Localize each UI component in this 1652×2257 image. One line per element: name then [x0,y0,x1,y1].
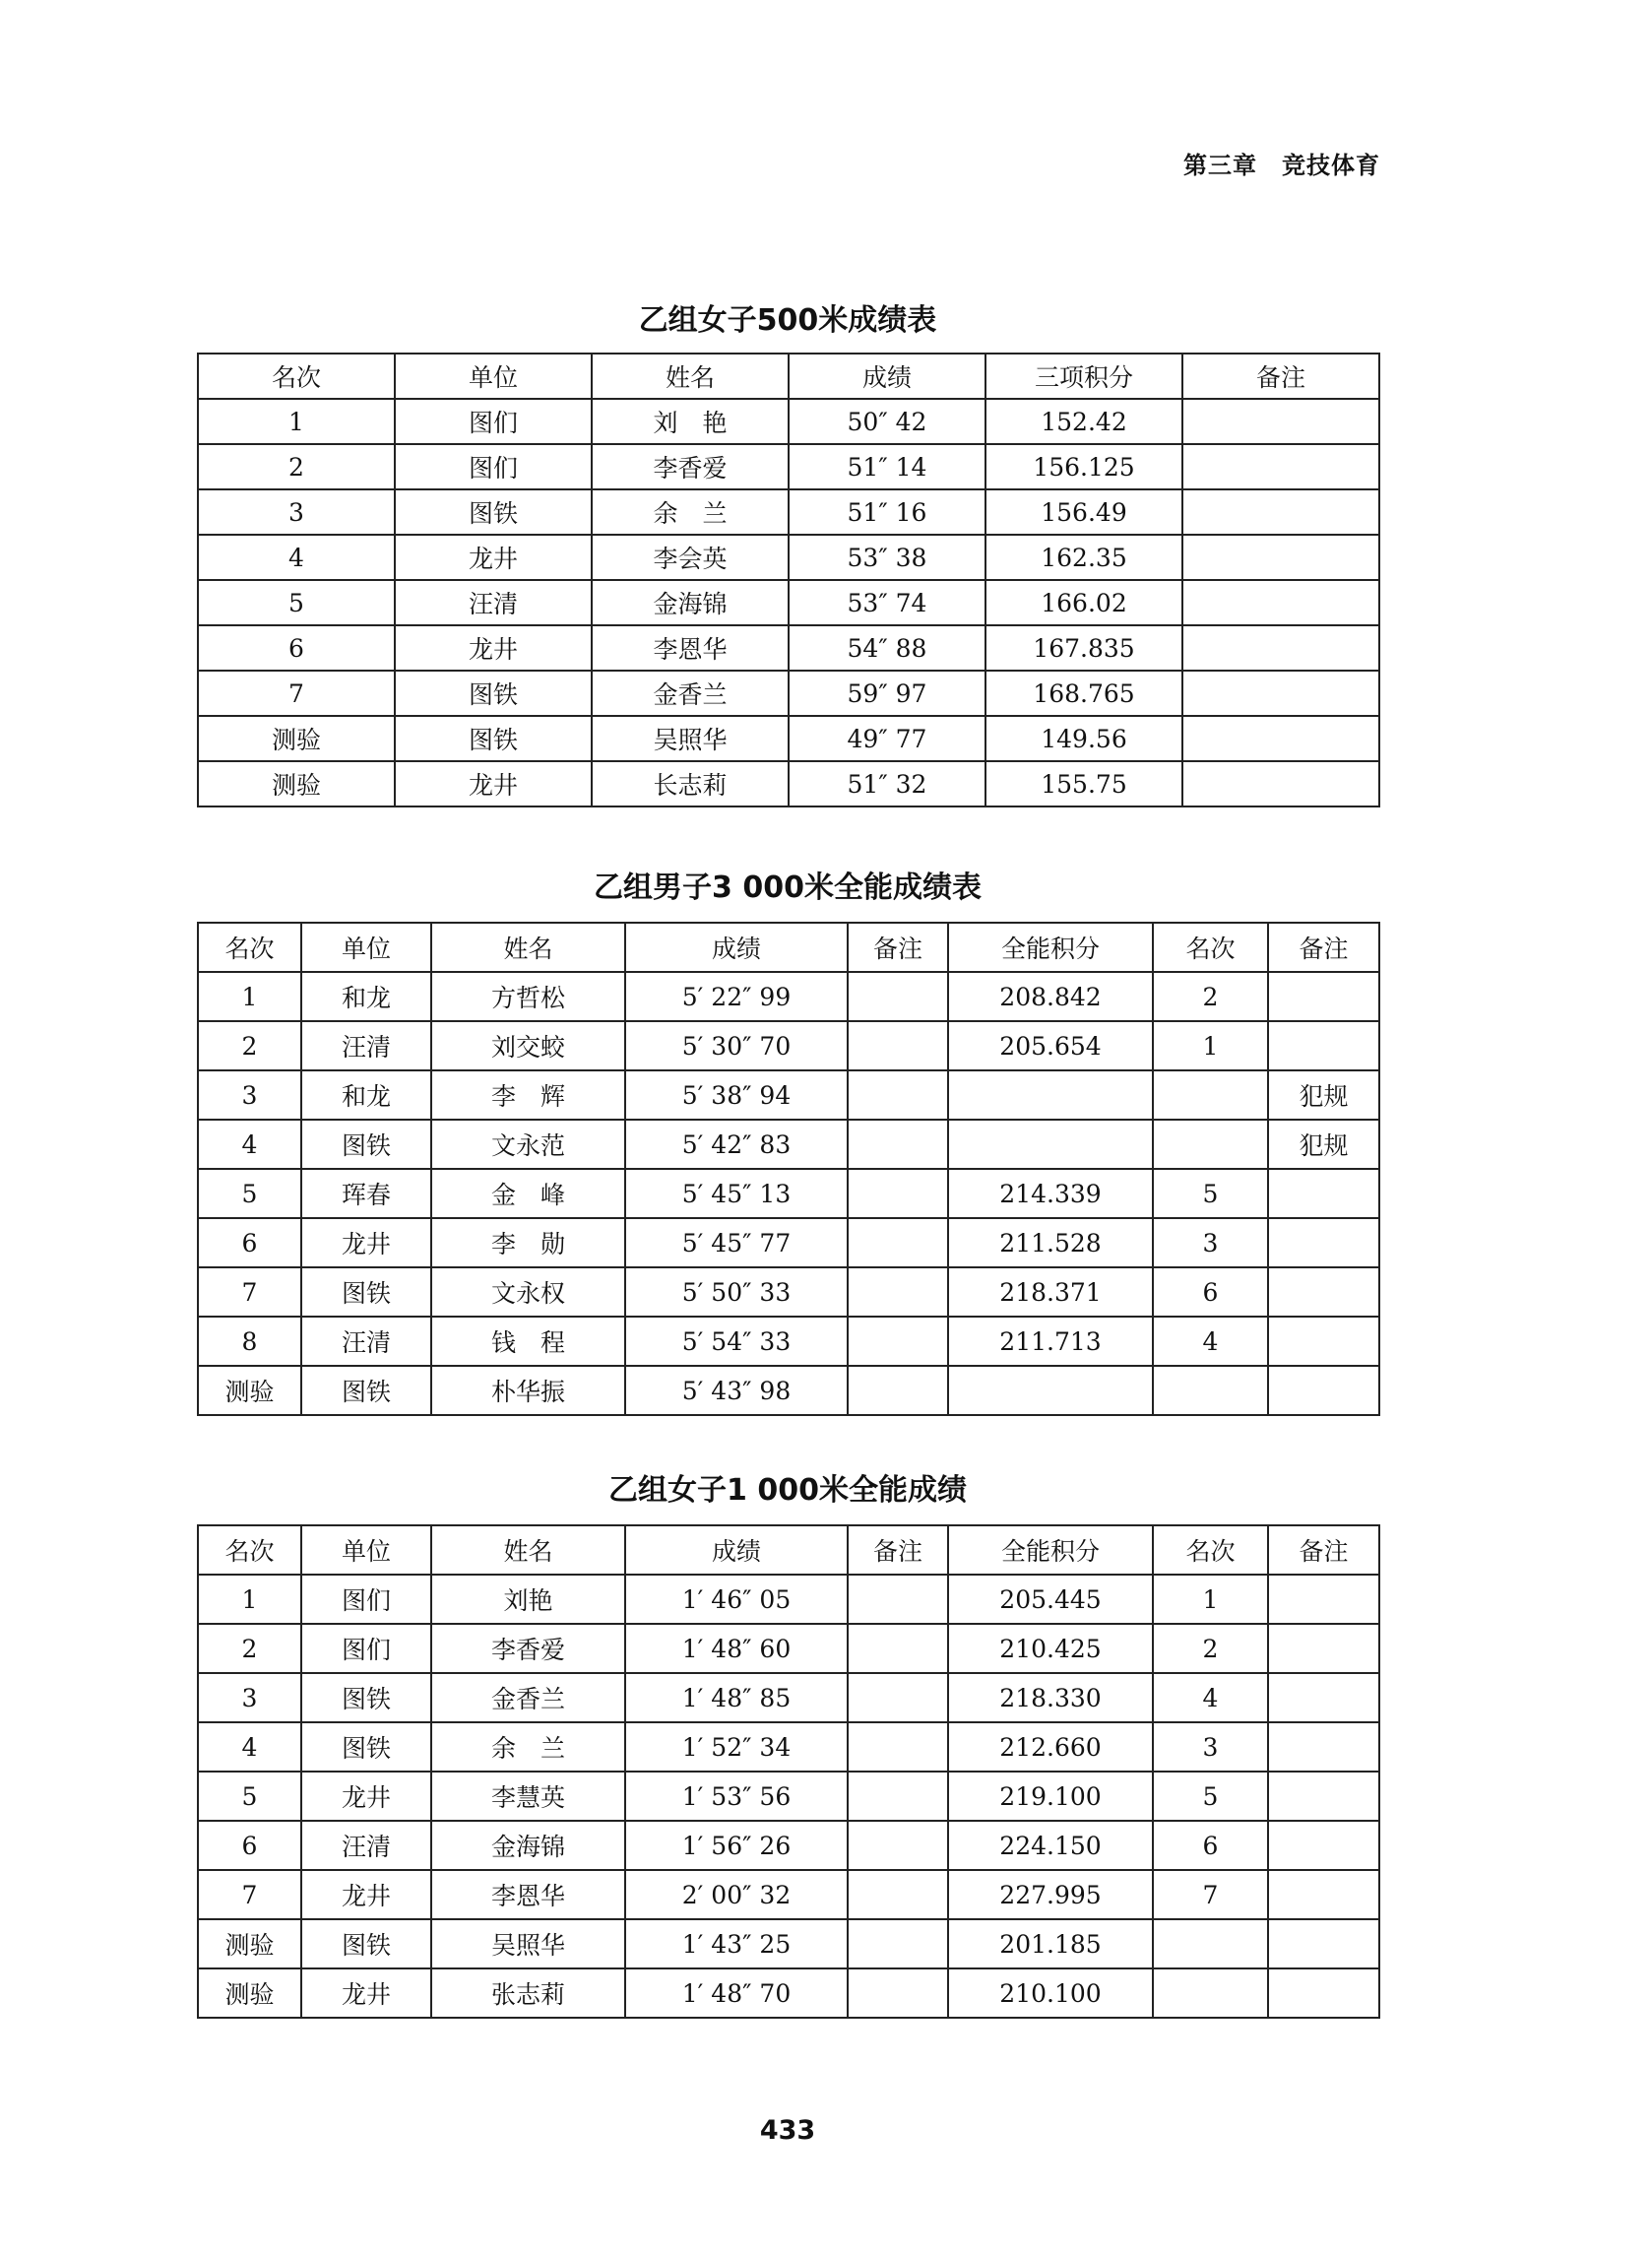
table1-girls-500m [197,353,1380,807]
table-cell: 测验 [198,1968,301,2018]
table-cell [1268,1673,1379,1722]
table-cell [1268,1722,1379,1772]
table-cell: 和龙 [301,1070,431,1120]
table-cell: 图们 [395,399,592,444]
table-row [198,1624,1379,1673]
table-cell: 李恩华 [431,1870,625,1919]
table-cell [848,1575,948,1624]
table-cell: 4 [198,1722,301,1772]
table-cell: 2 [198,1021,301,1070]
table-row [198,489,1379,535]
table-cell [1182,716,1379,761]
table-cell: 53″ 38 [789,535,985,580]
table-cell: 龙井 [395,535,592,580]
column-header: 名次 [198,1525,301,1575]
table-cell: 1 [1153,1021,1268,1070]
table-cell: 图铁 [301,1722,431,1772]
table-cell: 金香兰 [592,671,789,716]
table-cell: 5′ 43″ 98 [625,1366,848,1415]
table-cell: 李 辉 [431,1070,625,1120]
table-cell: 图铁 [301,1919,431,1968]
table-cell [1268,1218,1379,1267]
table-cell: 5 [198,1169,301,1218]
column-header: 成绩 [625,923,848,972]
table-cell: 1′ 52″ 34 [625,1722,848,1772]
table-cell: 205.654 [948,1021,1153,1070]
table-cell: 156.49 [985,489,1182,535]
table-cell: 224.150 [948,1821,1153,1870]
table-cell [948,1120,1153,1169]
header-row [198,354,1379,399]
table-cell [848,1772,948,1821]
table-row [198,1772,1379,1821]
table-cell [1268,1317,1379,1366]
table-cell: 2 [198,444,395,489]
table-cell: 5′ 50″ 33 [625,1267,848,1317]
table-cell [1182,671,1379,716]
table-cell [1153,1366,1268,1415]
table-row [198,1120,1379,1169]
table-cell: 5′ 42″ 83 [625,1120,848,1169]
table-cell: 5 [198,580,395,625]
column-header: 姓名 [431,923,625,972]
table-cell: 龙井 [301,1218,431,1267]
table-cell: 1′ 48″ 70 [625,1968,848,2018]
table-cell: 149.56 [985,716,1182,761]
table-cell: 51″ 32 [789,761,985,806]
table-cell: 李慧英 [431,1772,625,1821]
table1-title: 乙组女子500米成绩表 [638,303,937,338]
column-header: 备注 [848,923,948,972]
table-row [198,580,1379,625]
table-row [198,1722,1379,1772]
column-header: 名次 [1153,923,1268,972]
table-cell: 50″ 42 [789,399,985,444]
table-cell: 4 [1153,1673,1268,1722]
column-header: 单位 [395,354,592,399]
table-cell: 龙井 [395,761,592,806]
table-cell: 1′ 48″ 85 [625,1673,848,1722]
table-cell [1182,761,1379,806]
table-cell: 李恩华 [592,625,789,671]
table-cell: 犯规 [1268,1070,1379,1120]
table-cell [1182,535,1379,580]
table-cell: 2 [198,1624,301,1673]
table-cell: 210.100 [948,1968,1153,2018]
table-cell: 图铁 [395,489,592,535]
table-cell [848,1267,948,1317]
table-cell [1153,1120,1268,1169]
table-cell [1268,1575,1379,1624]
table-cell: 4 [198,1120,301,1169]
table-cell: 龙井 [301,1968,431,2018]
table-cell: 166.02 [985,580,1182,625]
table-cell: 8 [198,1317,301,1366]
table-cell: 3 [1153,1722,1268,1772]
column-header: 姓名 [431,1525,625,1575]
table2-title: 乙组男子3 000米全能成绩表 [594,871,982,905]
table-cell [1268,1624,1379,1673]
table-cell: 53″ 74 [789,580,985,625]
table-cell: 余 兰 [431,1722,625,1772]
table-row [198,716,1379,761]
table-cell: 5′ 22″ 99 [625,972,848,1021]
table-cell [1268,1870,1379,1919]
table-row [198,1366,1379,1415]
table-cell: 49″ 77 [789,716,985,761]
table-cell: 吴照华 [592,716,789,761]
table-row [198,1317,1379,1366]
table-cell [1153,1919,1268,1968]
table-cell: 1′ 53″ 56 [625,1772,848,1821]
table-row [198,625,1379,671]
table-cell [1153,1968,1268,2018]
table-row [198,535,1379,580]
table-cell [1153,1070,1268,1120]
table-cell [848,1624,948,1673]
page-number: 433 [759,2115,816,2146]
table-cell: 1′ 56″ 26 [625,1821,848,1870]
table-cell: 图们 [301,1624,431,1673]
table-cell [948,1070,1153,1120]
table-cell: 1′ 48″ 60 [625,1624,848,1673]
table-cell: 图铁 [395,671,592,716]
table-cell: 6 [198,1218,301,1267]
table-cell: 219.100 [948,1772,1153,1821]
table-cell: 犯规 [1268,1120,1379,1169]
table-cell: 汪清 [395,580,592,625]
running-header: 第三章 竞技体育 [1183,152,1380,179]
table-cell: 6 [198,625,395,671]
table-cell: 5 [1153,1169,1268,1218]
table-row [198,1575,1379,1624]
table-cell: 152.42 [985,399,1182,444]
table-cell: 图铁 [301,1366,431,1415]
table-cell: 5 [1153,1772,1268,1821]
column-header: 备注 [1268,923,1379,972]
table-cell [1268,972,1379,1021]
table-cell: 汪清 [301,1021,431,1070]
table-cell: 刘艳 [431,1575,625,1624]
table-cell: 59″ 97 [789,671,985,716]
table-cell [1182,625,1379,671]
header-row [198,1525,1379,1575]
table-cell: 余 兰 [592,489,789,535]
table-cell: 3 [198,1070,301,1120]
table-cell [1268,1821,1379,1870]
table-cell: 1 [198,972,301,1021]
table-cell: 测验 [198,1366,301,1415]
table-cell: 刘交蛟 [431,1021,625,1070]
table-cell: 5′ 45″ 77 [625,1218,848,1267]
table-cell: 李会英 [592,535,789,580]
table-cell: 6 [198,1821,301,1870]
table-cell: 168.765 [985,671,1182,716]
column-header: 单位 [301,923,431,972]
column-header: 全能积分 [948,923,1153,972]
table-row [198,1021,1379,1070]
table-cell: 205.445 [948,1575,1153,1624]
table-cell: 1′ 46″ 05 [625,1575,848,1624]
table-cell: 图们 [395,444,592,489]
header-row [198,923,1379,972]
table-cell [848,1870,948,1919]
table-cell: 5′ 45″ 13 [625,1169,848,1218]
table-cell [1268,1021,1379,1070]
table-cell: 文永权 [431,1267,625,1317]
table-cell: 1 [198,399,395,444]
table-cell: 5′ 38″ 94 [625,1070,848,1120]
table-cell: 测验 [198,716,395,761]
table-row [198,1821,1379,1870]
table-cell: 和龙 [301,972,431,1021]
column-header: 姓名 [592,354,789,399]
table-row [198,1169,1379,1218]
table-cell: 文永范 [431,1120,625,1169]
table-cell: 李香爱 [592,444,789,489]
table-cell: 227.995 [948,1870,1153,1919]
table-cell: 212.660 [948,1722,1153,1772]
table-row [198,1218,1379,1267]
table-cell: 龙井 [301,1870,431,1919]
table-cell: 7 [1153,1870,1268,1919]
table-row [198,1968,1379,2018]
table-cell: 金香兰 [431,1673,625,1722]
table-cell: 1 [198,1575,301,1624]
table-cell: 龙井 [395,625,592,671]
table-cell [848,1218,948,1267]
table-cell: 5′ 54″ 33 [625,1317,848,1366]
table-cell [1268,1169,1379,1218]
table-cell: 刘 艳 [592,399,789,444]
table-cell [1268,1968,1379,2018]
table-cell [1268,1267,1379,1317]
table-cell [1182,580,1379,625]
table-cell: 测验 [198,761,395,806]
table-cell: 201.185 [948,1919,1153,1968]
table-cell: 金海锦 [592,580,789,625]
table-cell: 长志莉 [592,761,789,806]
table-cell: 图们 [301,1575,431,1624]
table-cell: 图铁 [301,1673,431,1722]
table-cell [848,1821,948,1870]
table-cell: 167.835 [985,625,1182,671]
table-cell [1182,399,1379,444]
table-cell: 4 [198,535,395,580]
table-cell: 吴照华 [431,1919,625,1968]
table-cell: 214.339 [948,1169,1153,1218]
table-row [198,1070,1379,1120]
table-cell: 218.330 [948,1673,1153,1722]
table-cell: 测验 [198,1919,301,1968]
table-row [198,1267,1379,1317]
table-cell: 汪清 [301,1821,431,1870]
table-cell: 2′ 00″ 32 [625,1870,848,1919]
table-cell: 朴华振 [431,1366,625,1415]
table-cell: 李 勋 [431,1218,625,1267]
table-cell: 汪清 [301,1317,431,1366]
table-cell [1268,1366,1379,1415]
table-cell [848,1169,948,1218]
table-cell: 图铁 [301,1267,431,1317]
column-header: 三项积分 [985,354,1182,399]
table-cell [848,972,948,1021]
table-cell: 钱 程 [431,1317,625,1366]
table-cell: 图铁 [301,1120,431,1169]
table-cell: 7 [198,671,395,716]
column-header: 成绩 [789,354,985,399]
table-cell: 5 [198,1772,301,1821]
table-cell: 金海锦 [431,1821,625,1870]
table-cell: 3 [1153,1218,1268,1267]
table-cell [1268,1772,1379,1821]
table-cell: 54″ 88 [789,625,985,671]
table-row [198,1870,1379,1919]
table-cell: 图铁 [395,716,592,761]
table-row [198,1673,1379,1722]
column-header: 名次 [198,354,395,399]
table-cell: 3 [198,1673,301,1722]
table-cell: 211.713 [948,1317,1153,1366]
table-row [198,1919,1379,1968]
table-cell [848,1673,948,1722]
table-cell: 珲春 [301,1169,431,1218]
table-cell: 51″ 16 [789,489,985,535]
table-cell: 211.528 [948,1218,1153,1267]
table-cell: 1 [1153,1575,1268,1624]
table-cell: 5′ 30″ 70 [625,1021,848,1070]
table-cell [848,1120,948,1169]
table-cell: 4 [1153,1317,1268,1366]
table-cell: 218.371 [948,1267,1153,1317]
table-cell: 2 [1153,1624,1268,1673]
table3-title: 乙组女子1 000米全能成绩 [608,1473,967,1508]
column-header: 单位 [301,1525,431,1575]
table-cell [848,1021,948,1070]
table-cell: 7 [198,1267,301,1317]
column-header: 全能积分 [948,1525,1153,1575]
table-cell [1182,444,1379,489]
table-cell: 210.425 [948,1624,1153,1673]
table-cell: 51″ 14 [789,444,985,489]
table3-girls-1000m [197,1524,1380,2019]
table-cell [1182,489,1379,535]
column-header: 成绩 [625,1525,848,1575]
table-cell [848,1722,948,1772]
table-cell: 208.842 [948,972,1153,1021]
table-cell: 3 [198,489,395,535]
table-cell: 金 峰 [431,1169,625,1218]
table-cell: 7 [198,1870,301,1919]
table-row [198,399,1379,444]
table-row [198,671,1379,716]
table-cell [848,1919,948,1968]
table-cell [848,1317,948,1366]
column-header: 名次 [198,923,301,972]
table-row [198,444,1379,489]
table-cell [848,1968,948,2018]
table-cell: 155.75 [985,761,1182,806]
table-row [198,761,1379,806]
column-header: 备注 [848,1525,948,1575]
table-cell [948,1366,1153,1415]
table-cell: 156.125 [985,444,1182,489]
column-header: 名次 [1153,1525,1268,1575]
table-cell: 张志莉 [431,1968,625,2018]
table-cell: 2 [1153,972,1268,1021]
table-cell: 6 [1153,1267,1268,1317]
table-cell [1268,1919,1379,1968]
column-header: 备注 [1182,354,1379,399]
table-cell: 李香爱 [431,1624,625,1673]
table-cell: 龙井 [301,1772,431,1821]
table2-boys-3000m [197,922,1380,1416]
column-header: 备注 [1268,1525,1379,1575]
table-cell [848,1070,948,1120]
table-cell [848,1366,948,1415]
table-cell: 162.35 [985,535,1182,580]
table-cell: 方哲松 [431,972,625,1021]
table-cell: 1′ 43″ 25 [625,1919,848,1968]
table-row [198,972,1379,1021]
table-cell: 6 [1153,1821,1268,1870]
